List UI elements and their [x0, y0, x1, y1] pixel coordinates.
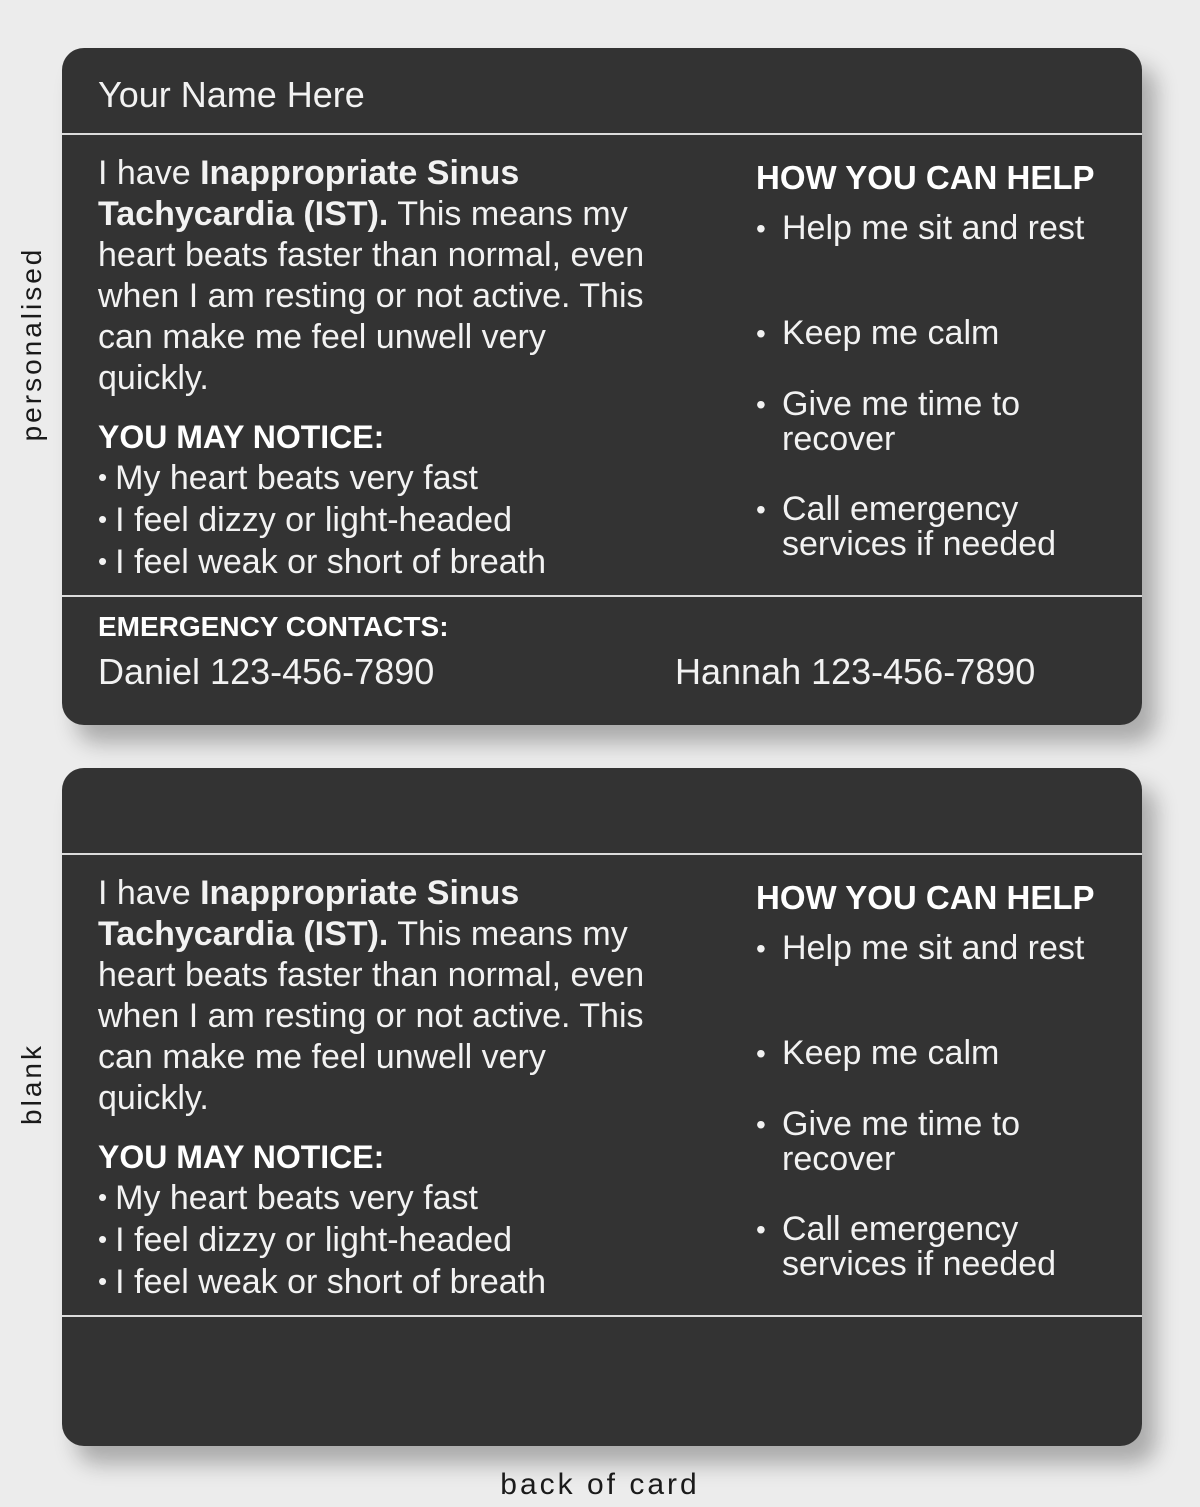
notice-list — [98, 457, 546, 583]
desc-details: This means my heart beats faster than normal, even when I am resting or not active. This can make me feel unwell very quickly. — [98, 195, 645, 397]
personalised-card — [62, 48, 1142, 725]
help-item — [756, 1036, 1102, 1071]
notice-text: I feel weak or short of breath — [115, 1263, 547, 1301]
help-text: Give me time to recover — [782, 1105, 1021, 1178]
card-body — [62, 855, 1142, 1317]
card-footer — [62, 597, 1142, 725]
bullet-icon: • — [756, 494, 766, 525]
card-footer-blank — [62, 1317, 1142, 1445]
bullet-icon: • — [756, 389, 766, 420]
help-item — [756, 1107, 1102, 1177]
condition-description — [98, 873, 658, 1119]
notice-text: I feel dizzy or light-headed — [115, 501, 513, 539]
condition-name: Inappropriate Sinus Tachycardia (IST). — [98, 874, 520, 953]
notice-title: YOU MAY NOTICE: — [98, 1139, 385, 1175]
emergency-contact-2: Hannah 123-456-7890 — [675, 651, 1036, 692]
blank-card — [62, 768, 1142, 1446]
bullet-icon: • — [756, 318, 766, 349]
help-title: HOW YOU CAN HELP — [756, 879, 1095, 916]
bullet-icon: • — [98, 462, 108, 492]
help-title: HOW YOU CAN HELP — [756, 159, 1095, 196]
bullet-icon: • — [756, 213, 766, 244]
bullet-icon: • — [756, 1214, 766, 1245]
help-text: Call emergency services if needed — [782, 490, 1057, 563]
help-item — [756, 931, 1102, 966]
card-body — [62, 135, 1142, 597]
notice-text: I feel weak or short of breath — [115, 543, 547, 581]
help-text: Give me time to recover — [782, 385, 1021, 458]
help-item — [756, 387, 1102, 457]
help-text: Help me sit and rest — [782, 929, 1085, 967]
desc-intro: I have — [98, 874, 201, 912]
notice-title: YOU MAY NOTICE: — [98, 419, 385, 455]
condition-description — [98, 153, 658, 399]
bullet-icon: • — [98, 1266, 108, 1296]
help-text: Call emergency services if needed — [782, 1210, 1057, 1283]
bullet-icon: • — [98, 1224, 108, 1254]
bullet-icon: • — [756, 1109, 766, 1140]
help-text: Keep me calm — [782, 1034, 1000, 1072]
personalised-label: personalised — [16, 246, 47, 442]
bullet-icon: • — [98, 546, 108, 576]
notice-text: My heart beats very fast — [115, 1179, 478, 1217]
bullet-icon: • — [756, 933, 766, 964]
back-of-card-caption: back of card — [500, 1468, 700, 1501]
card-header — [62, 48, 1142, 135]
help-item — [756, 316, 1102, 351]
help-item — [756, 1212, 1102, 1282]
emergency-contacts-title: EMERGENCY CONTACTS: — [98, 611, 449, 642]
desc-intro: I have — [98, 154, 201, 192]
desc-details: This means my heart beats faster than normal, even when I am resting or not active. This can make me feel unwell very quickly. — [98, 915, 645, 1117]
help-text: Keep me calm — [782, 314, 1000, 352]
card-header — [62, 768, 1142, 855]
help-item — [756, 211, 1102, 246]
blank-label: blank — [16, 1043, 47, 1125]
bullet-icon: • — [756, 1038, 766, 1069]
notice-item — [98, 541, 546, 583]
emergency-contact-1: Daniel 123-456-7890 — [98, 651, 435, 692]
condition-name: Inappropriate Sinus Tachycardia (IST). — [98, 154, 520, 233]
notice-list — [98, 1177, 546, 1303]
help-item — [756, 492, 1102, 562]
cardholder-name: Your Name Here — [98, 74, 365, 115]
help-text: Help me sit and rest — [782, 209, 1085, 247]
bullet-icon: • — [98, 1182, 108, 1212]
bullet-icon: • — [98, 504, 108, 534]
notice-item — [98, 499, 546, 541]
notice-item — [98, 457, 546, 499]
notice-text: I feel dizzy or light-headed — [115, 1221, 513, 1259]
notice-text: My heart beats very fast — [115, 459, 478, 497]
notice-item — [98, 1177, 546, 1219]
notice-item — [98, 1219, 546, 1261]
notice-item — [98, 1261, 546, 1303]
